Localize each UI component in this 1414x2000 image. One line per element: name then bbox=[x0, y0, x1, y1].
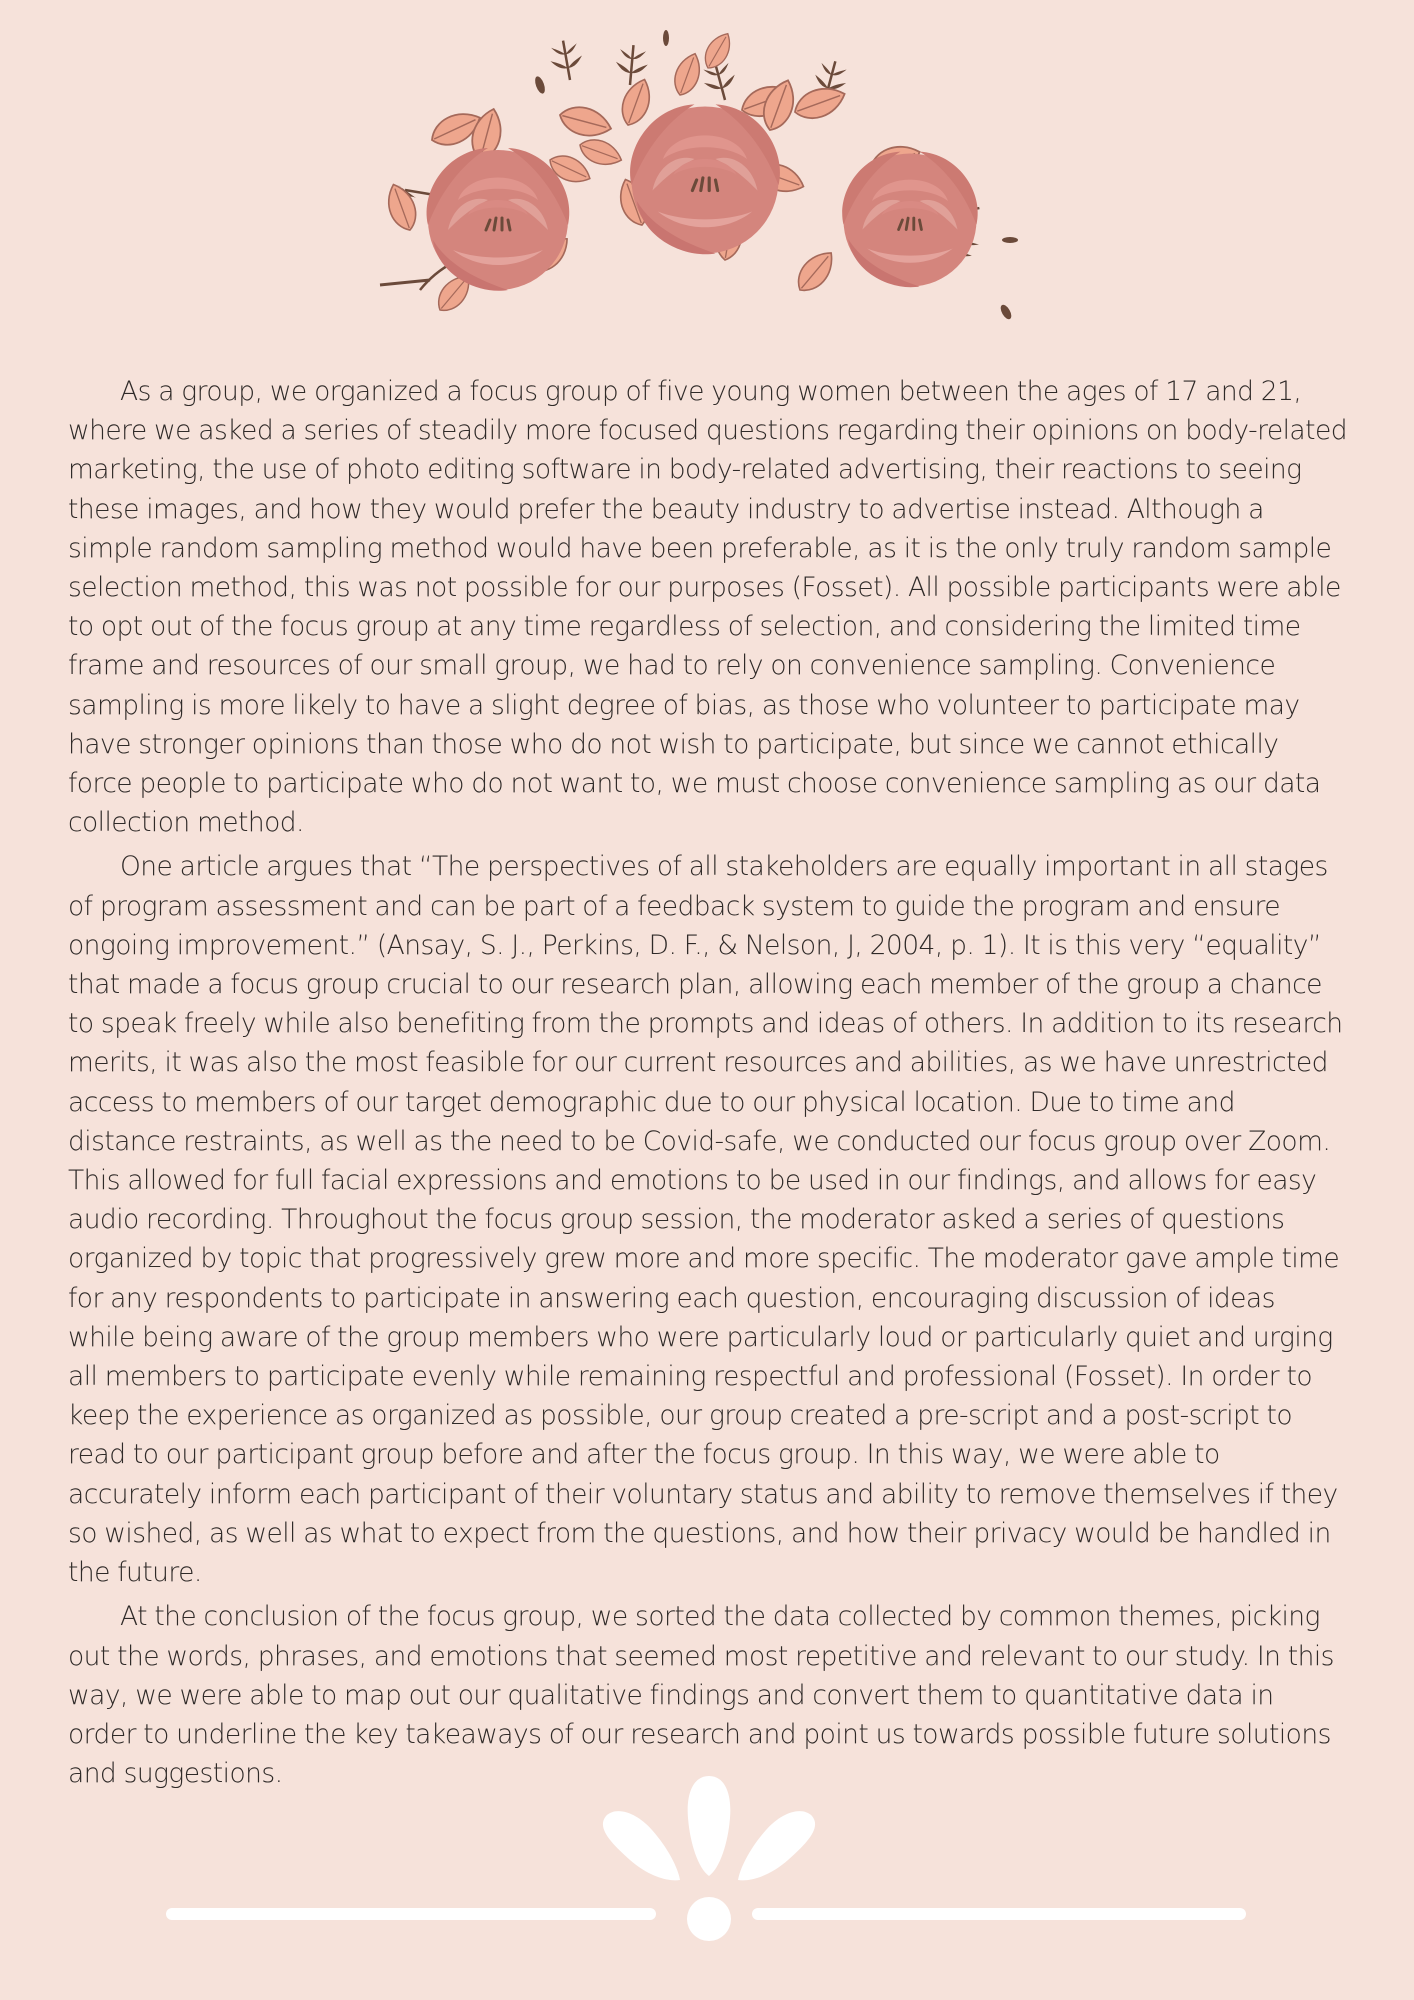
paragraph: As a group, we organized a focus group of five young women between the ages of 17 and 21, where we asked a series of steadily more focused questions regarding their opinions on body-related marketing, the use of photo editing software in body-related advertising, their reactions to seeing these images, and how they would prefer the beauty industry to advertise instead. Although a simple random sampling method would have been preferable, as it is the only truly random sample selection method, this was not possible for our purposes (Fosset). All possible participants were able to opt out of the focus group at any time regardless of selection, and considering the limited time frame and resources of our small group, we had to rely on convenience sampling. Convenience sampling is more likely to have a slight degree of bias, as those who volunteer to participate may have stronger opinions than those who do not wish to participate, but since we cannot ethically force people to participate who do not want to, we must choose convenience sampling as our data collection method. bbox=[68, 376, 1347, 839]
document-body bbox=[68, 372, 1348, 1798]
burst-divider-icon bbox=[160, 1768, 1260, 1948]
paragraph: At the conclusion of the focus group, we sorted the data collected by common themes, picking out the words, phrases, and emotions that seemed most repetitive and relevant to our study. In this way, we were able to map out our qualitative findings and convert them to quantitative data in order to underline the key takeaways of our research and point us towards possible future solutions and suggestions. bbox=[68, 1601, 1334, 1790]
peony-bouquet-icon bbox=[370, 20, 1050, 350]
paragraph: One article argues that “The perspectives of all stakeholders are equally important in all stages of program assessment and can be part of a feedback system to guide the program and ensure ongoing improvement.” (Ansay, S. J., Perkins, D. F., & Nelson, J, 2004, p. 1). It is this very “equality” that made a focus group crucial to our research plan, allowing each member of the group a chance to speak freely while also benefiting from the prompts and ideas of others. In addition to its research merits, it was also the most feasible for our current resources and abilities, as we have unrestricted access to members of our target demographic due to our physical location. Due to time and distance restraints, as well as the need to be Covid-safe, we conducted our focus group over Zoom. This allowed for full facial expressions and emotions to be used in our findings, and allows for easy audio recording. Throughout the focus group session, the moderator asked a series of questions organized by topic that progressively grew more and more specific. The moderator gave ample time for any respondents to participate in answering each question, encouraging discussion of ideas while being aware of the group members who were particularly loud or particularly quiet and urging all members to participate evenly while remaining respectful and professional (Fosset). In order to keep the experience as organized as possible, our group created a pre-script and a post-script to read to our participant group before and after the focus group. In this way, we were able to accurately inform each participant of their voluntary status and ability to remove themselves if they so wished, as well as what to expect from the questions, and how their privacy would be handled in the future. bbox=[68, 851, 1343, 1589]
